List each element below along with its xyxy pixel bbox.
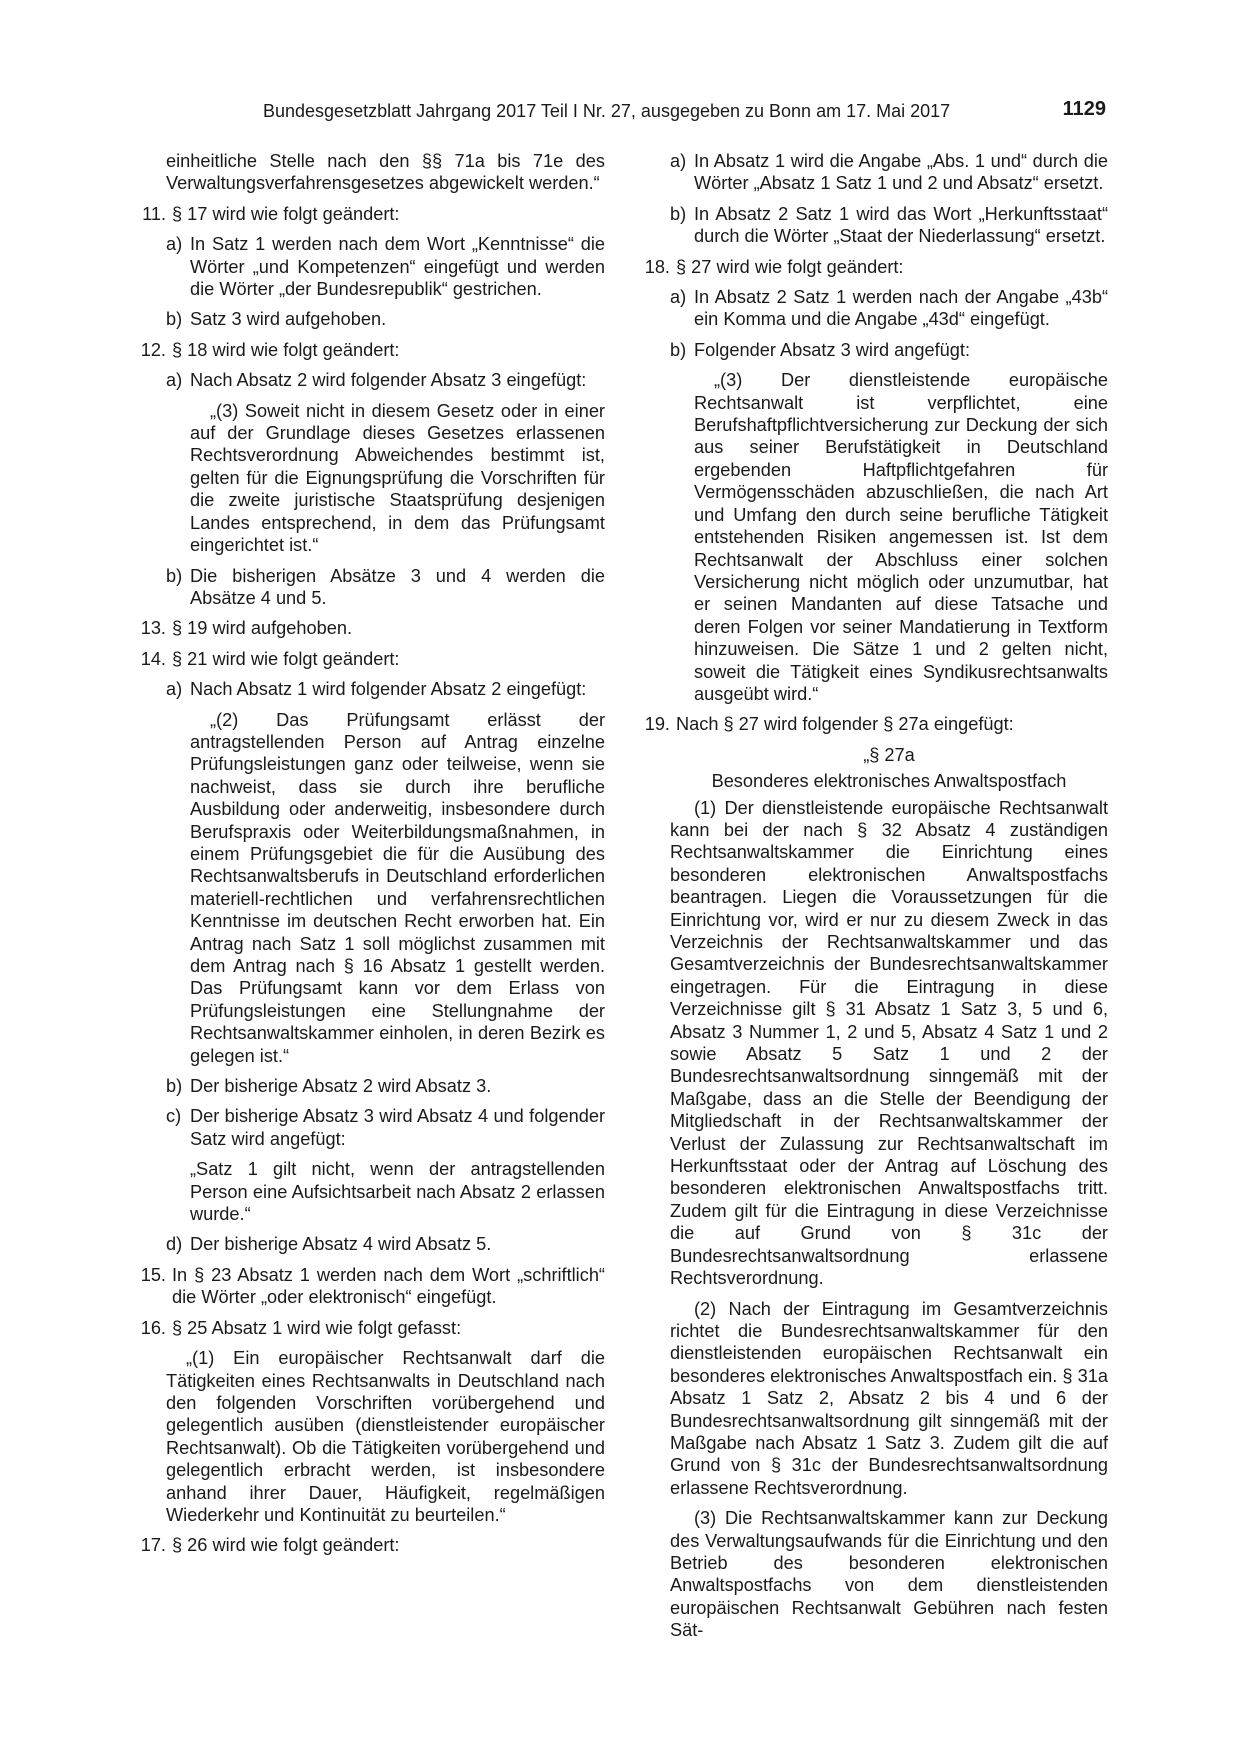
item-12: 12. § 18 wird wie folgt geändert: [140,339,400,360]
item-15: 15. In § 23 Absatz 1 werden nach dem Wort „schriftlich“ die Wörter „oder elektronisch“ eingefügt. [140,1264,605,1308]
paragraph-1: (1) Der dienstleistende europäische Rechtsanwalt kann bei der nach § 32 Absatz 4 zuständigen Rechtsanwaltskammer die Einrichtung eines besonderen elektronischen Anwaltspostfachs beantragen. Liegen die Voraussetzungen für die Einrichtung vor, wird er nur zu diesem Zweck in das Verzeichnis der Rechtsanwaltskammer und das Gesamtverzeichnis der Bundesrechtsanwaltskammer eingetragen. Für die Eintragung in diese Verzeichnisse gilt § 31 Absatz 1 Satz 3, 5 und 6, Absatz 3 Nummer 1, 2 und 5, Absatz 4 Satz 1 und 2 sowie Absatz 5 Satz 1 und 2 der Bundesrechtsanwaltsordnung sinngemäß mit der Maßgabe, dass an die Stelle der Beendigung der Mitgliedschaft in der Rechtsanwaltskammer der Verlust der Zulassung zur Rechtsanwaltschaft im Herkunftsstaat oder der Antrag auf Löschung des besonderen elektronischen Anwaltspostfachs tritt. Zudem gilt für die Eintragung in diese Verzeichnisse die auf Grund von § 31c der Bundesrechtsanwaltsordnung erlassene Rechtsverordnung. [670,797,1108,1289]
item-12-b: b) Die bisherigen Absätze 3 und 4 werden die Absätze 4 und 5. [166,565,605,608]
right-column [636,150,1108,1650]
item-11-b: b) Satz 3 wird aufgehoben. [166,309,387,330]
item-16: 16. § 25 Absatz 1 wird wie folgt gefasst: [140,1317,462,1338]
item-17-a: a) In Absatz 1 wird die Angabe „Abs. 1 und“ durch die Wörter „Absatz 1 Satz 1 und 2 und Absatz“ ersetzt. [670,151,1108,194]
page-number: 1129 [1062,98,1106,120]
item-18-b: b) Folgender Absatz 3 wird angefügt: [670,339,971,360]
item-18: 18. § 27 wird wie folgt geändert: [644,256,904,277]
item-19: 19. Nach § 27 wird folgender § 27a eingefügt: [644,714,1014,735]
item-17-b: b) In Absatz 2 Satz 1 wird das Wort „Herkunftsstaat“ durch die Wörter „Staat der Niederlassung“ ersetzt. [670,203,1108,247]
item-14-a: a) Nach Absatz 1 wird folgender Absatz 2 eingefügt: [166,679,587,700]
item-17: 17. § 26 wird wie folgt geändert: [140,1535,400,1556]
item-12-a: a) Nach Absatz 2 wird folgender Absatz 3 eingefügt: [166,370,587,391]
quote-section-25-1: „(1) Ein europäischer Rechtsanwalt darf die Tätigkeiten eines Rechtsanwalts in Deutschland nach den folgenden Vorschriften vorübergehend und gelegentlich ausüben (dienstleistender europäischer Rechtsanwalt). Ob die Tätigkeiten vorübergehend und gelegentlich erbracht werden, ist insbesondere anhand ihrer Dauer, Häufigkeit, regelmäßigen Wiederkehr und Kontinuität zu beurteilen.“ [166,1348,605,1525]
paragraph-3: (3) Die Rechtsanwaltskammer kann zur Deckung des Verwaltungsaufwands für die Einrichtung und den Betrieb des besonderen elektronischen Anwaltspostfachs von dem dienstleistenden europäischen Rechtsanwalt Gebühren nach festen Sät- [670,1508,1108,1641]
item-14: 14. § 21 wird wie folgt geändert: [140,648,400,669]
quote-section-21-2: „(2) Das Prüfungsamt erlässt der antragstellenden Person auf Antrag einzelne Prüfungsleistungen ganz oder teilweise, wenn sie nachweist, dass sie durch ihre berufliche Ausbildung oder anderweitig, insbesondere durch Berufspraxis oder Weiterbildungsmaßnahmen, in einem Prüfungsgebiet die für die Ausübung des Rechtsanwaltsberufs in Deutschland erforderlichen materiell-rechtlichen und verfahrensrechtlichen Kenntnisse im deutschen Recht erworben hat. Ein Antrag nach Satz 1 soll möglichst zusammen mit dem Antrag nach § 16 Absatz 1 gestellt werden. Das Prüfungsamt kann vor dem Erlass von Prüfungsleistungen eine Stellungnahme der Rechtsanwaltskammer einholen, in deren Bezirk es gelegen ist.“ [190,709,605,1066]
item-11: 11. § 17 wird wie folgt geändert: [142,203,400,224]
page-header [0,100,1241,130]
item-14-b: b) Der bisherige Absatz 2 wird Absatz 3. [166,1076,492,1097]
continuation-text: einheitliche Stelle nach den §§ 71a bis 71e des Verwaltungsverfahrensgesetzes abgewickelt werden.“ [166,151,605,194]
item-11-a: a) In Satz 1 werden nach dem Wort „Kenntnisse“ die Wörter „und Kompetenzen“ eingefügt und werden die Wörter „der Bundesrepublik“ gestrichen. [166,234,605,300]
paragraph-2: (2) Nach der Eintragung im Gesamtverzeichnis richtet die Bundesrechtsanwaltskammer für den dienstleistenden europäischen Rechtsanwalt ein besonderes elektronisches Anwaltspostfach ein. § 31a Absatz 1 Satz 2, Absatz 2 bis 4 und 6 der Bundesrechtsanwaltsordnung gilt sinngemäß mit der Maßgabe nach Absatz 1 Satz 3. Zudem gilt die auf Grund von § 31c der Bundesrechtsanwaltsordnung erlassene Rechtsverordnung. [670,1298,1108,1498]
quote-section-18-3: „(3) Soweit nicht in diesem Gesetz oder in einer auf der Grundlage dieses Gesetzes erlassenen Rechtsverordnung Abweichendes bestimmt ist, gelten für die Eignungsprüfung die Vorschriften für die zweite juristische Staatsprüfung desjenigen Landes entsprechend, in dem das Prüfungsamt eingerichtet ist.“ [190,400,605,556]
section-title: Besonderes elektronisches Anwaltspostfach [711,771,1067,792]
left-column [132,150,605,1565]
item-14-c: c) Der bisherige Absatz 3 wird Absatz 4 und folgender Satz wird angefügt: [166,1106,605,1149]
section-heading: „§ 27a [863,744,915,765]
quote-section-21-4: „Satz 1 gilt nicht, wenn der antragstellenden Person eine Aufsichtsarbeit nach Absatz 2 erlassen wurde.“ [190,1159,605,1225]
item-13: 13. § 19 wird aufgehoben. [140,618,352,639]
quote-section-27-3: „(3) Der dienstleistende europäische Rechtsanwalt ist verpflichtet, eine Berufshaftpflichtversicherung zur Deckung der sich aus seiner Berufstätigkeit in Deutschland ergebenden Haftpflichtgefahren für Vermögensschäden abzuschließen, die nach Art und Umfang den durch seine berufliche Tätigkeit entstehenden Risiken angemessen ist. Ist dem Rechtsanwalt der Abschluss einer solchen Versicherung nicht möglich oder unzumutbar, hat er seinen Mandanten auf diese Tatsache und deren Folgen vor seiner Mandatierung in Textform hinzuweisen. Die Sätze 1 und 2 gelten nicht, soweit die Tätigkeit eines Syndikusrechtsanwalts ausgeübt wird.“ [694,370,1108,704]
item-14-d: d) Der bisherige Absatz 4 wird Absatz 5. [166,1234,492,1255]
running-header: Bundesgesetzblatt Jahrgang 2017 Teil I Nr. 27, ausgegeben zu Bonn am 17. Mai 2017 [263,101,951,121]
item-18-a: a) In Absatz 2 Satz 1 werden nach der Angabe „43b“ ein Komma und die Angabe „43d“ eingefügt. [670,287,1108,330]
